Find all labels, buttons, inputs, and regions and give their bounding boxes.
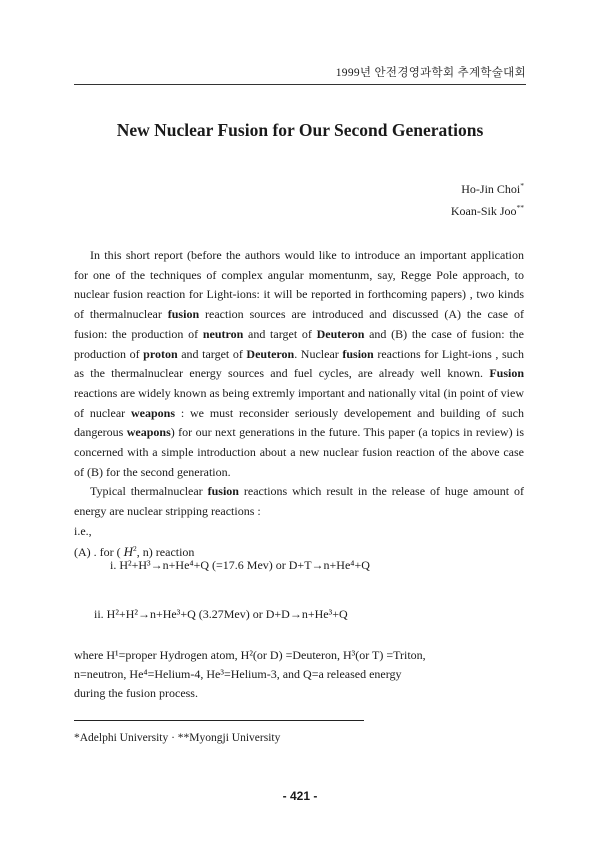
typical-text-1: Typical thermalnuclear [90, 484, 208, 499]
case-a-sup: 2 [133, 543, 137, 553]
bold-fusion: Fusion [489, 366, 524, 381]
footnote-rule [74, 720, 364, 721]
bold-weapons: weapons [126, 425, 171, 440]
paragraph-intro [74, 246, 524, 482]
definition-line: during the fusion process. [74, 686, 198, 700]
affiliation-footnote: *Adelphi University · **Myongji University [74, 732, 281, 744]
bold-neutron: neutron [202, 326, 244, 341]
case-a-prefix: (A) . for ( [74, 544, 124, 559]
reaction-ii: ii. H²+H²→n+He³+Q (3.27Mev) or D+D→n+He³+Q [94, 607, 348, 621]
intro-text-10: ) for our next generations in the future. This paper (a topics in review) is concerned with a simple introduction about a new nuclear fusion reaction of the above case of (B) for the second generation. [74, 425, 524, 479]
bold-weapons: weapons [130, 405, 175, 420]
bold-deuteron: Deuteron [246, 346, 295, 361]
intro-text-1: In this short report (before the authors would like to introduce an important application for one of the techniques of complex angular momentunm, say, Regge Pole approach, to nuclear fusion reaction for Light-ions: it will be reported in forthcoming papers) , two kinds of thermalnuclear [74, 248, 524, 322]
author-1-name: Ho-Jin Choi [461, 182, 521, 196]
case-a-symbol: H [123, 543, 134, 559]
reaction-i: i. H²+H³→n+He⁴+Q (=17.6 Mev) or D+T→n+He⁴+Q [110, 558, 370, 572]
ie-label: i.e., [74, 523, 92, 538]
intro-text-5: and target of [177, 346, 247, 361]
definition-line: n=neutron, He⁴=Helium-4, He³=Helium-3, and Q=a released energy [74, 667, 402, 681]
definition-line: where H¹=proper Hydrogen atom, H²(or D) =Deuteron, H³(or T) =Triton, [74, 648, 426, 662]
intro-text-3: and target of [243, 326, 317, 341]
author-1-mark: * [520, 181, 524, 190]
bold-fusion: fusion [207, 484, 239, 499]
intro-text-6: . Nuclear [294, 346, 343, 361]
intro-text-4: and (B) the case of fusion: the production of [74, 326, 525, 361]
page-number: - 421 - [282, 789, 318, 803]
intro-text-8: reactions are widely known as being extremly important and nationally vital (in point of view of nuclear [74, 385, 524, 420]
author-1 [451, 178, 524, 200]
typical-text-2: reactions which result in the release of huge amount of energy are nuclear stripping reactions : [74, 484, 524, 519]
header-rule [74, 84, 526, 85]
paper-title: New Nuclear Fusion for Our Second Generations [116, 120, 484, 140]
bold-deuteron: Deuteron [316, 326, 365, 341]
bold-fusion: fusion [342, 346, 374, 361]
intro-text-7: reactions for Light-ions , such as the thermalnuclear energy sources and fuel cycles, are already well known. [74, 346, 524, 381]
intro-text-2: reaction sources are introduced and discussed (A) the case of fusion: the production of [74, 307, 524, 341]
paragraph-typical [74, 482, 524, 521]
definitions-block [74, 646, 426, 703]
bold-fusion: fusion [167, 307, 200, 322]
author-2-mark: ** [516, 203, 524, 212]
body-text [74, 246, 524, 562]
author-2-name: Koan-Sik Joo [450, 204, 517, 218]
author-block [451, 178, 524, 222]
intro-text-9: : we must reconsider seriously developement and building of such dangerous [74, 405, 524, 440]
case-a-suffix: , n) reaction [136, 544, 195, 559]
author-2 [451, 200, 524, 222]
conference-header: 1999년 안전경영과학회 추계학술대회 [335, 67, 526, 79]
bold-proton: proton [143, 346, 178, 361]
